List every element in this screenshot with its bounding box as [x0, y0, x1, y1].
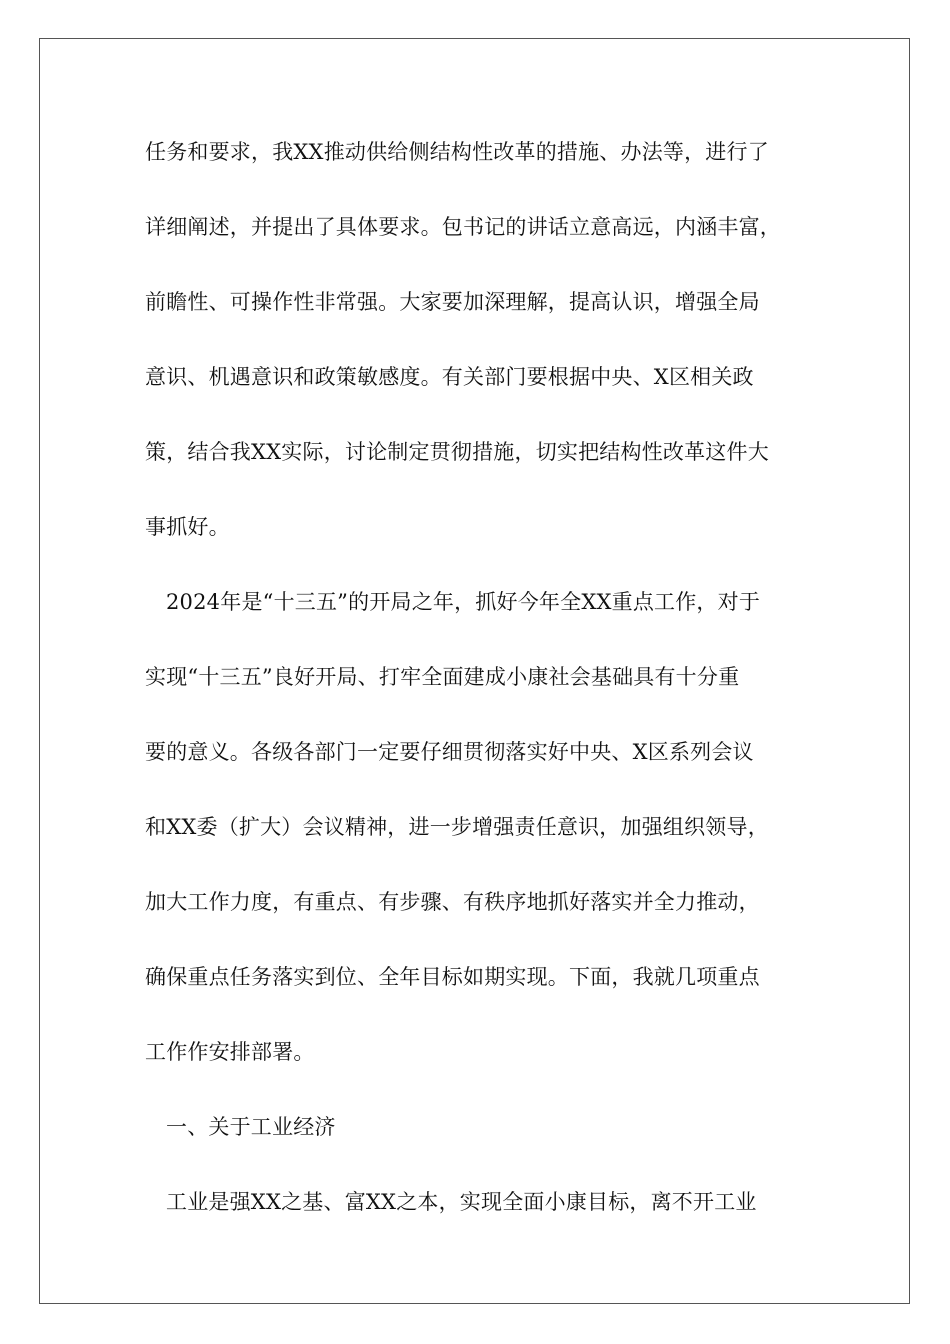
text-line: 事抓好。: [145, 515, 230, 539]
text-line: 加大工作力度，有重点、有步骤、有秩序地抓好落实并全力推动，: [145, 890, 760, 914]
document-body: [145, 128, 817, 1253]
text-line: 工作作安排部署。: [145, 1040, 315, 1064]
text-line: 前瞻性、可操作性非常强。大家要加深理解，提高认识，增强全局: [145, 290, 760, 314]
text-line: 和XX委（扩大）会议精神，进一步增强责任意识，加强组织领导，: [145, 815, 769, 839]
text-line: 策，结合我XX实际，讨论制定贯彻措施，切实把结构性改革这件大: [145, 440, 769, 464]
text-line: 2024年是“十三五”的开局之年，抓好今年全XX重点工作，对于: [166, 590, 761, 614]
text-line: 确保重点任务落实到位、全年目标如期实现。下面，我就几项重点: [145, 965, 760, 989]
text-line: 实现“十三五”良好开局、打牢全面建成小康社会基础具有十分重: [145, 665, 740, 689]
text-line: 任务和要求，我XX推动供给侧结构性改革的措施、办法等，进行了: [145, 140, 769, 164]
text-line: 详细阐述，并提出了具体要求。包书记的讲话立意高远，内涵丰富，: [145, 215, 781, 239]
section-heading: 一、关于工业经济: [166, 1115, 336, 1139]
text-line: 意识、机遇意识和政策敏感度。有关部门要根据中央、X区相关政: [145, 365, 754, 389]
text-line: 要的意义。各级各部门一定要仔细贯彻落实好中央、X区系列会议: [145, 740, 754, 764]
text-line: 工业是强XX之基、富XX之本，实现全面小康目标，离不开工业: [166, 1190, 757, 1214]
